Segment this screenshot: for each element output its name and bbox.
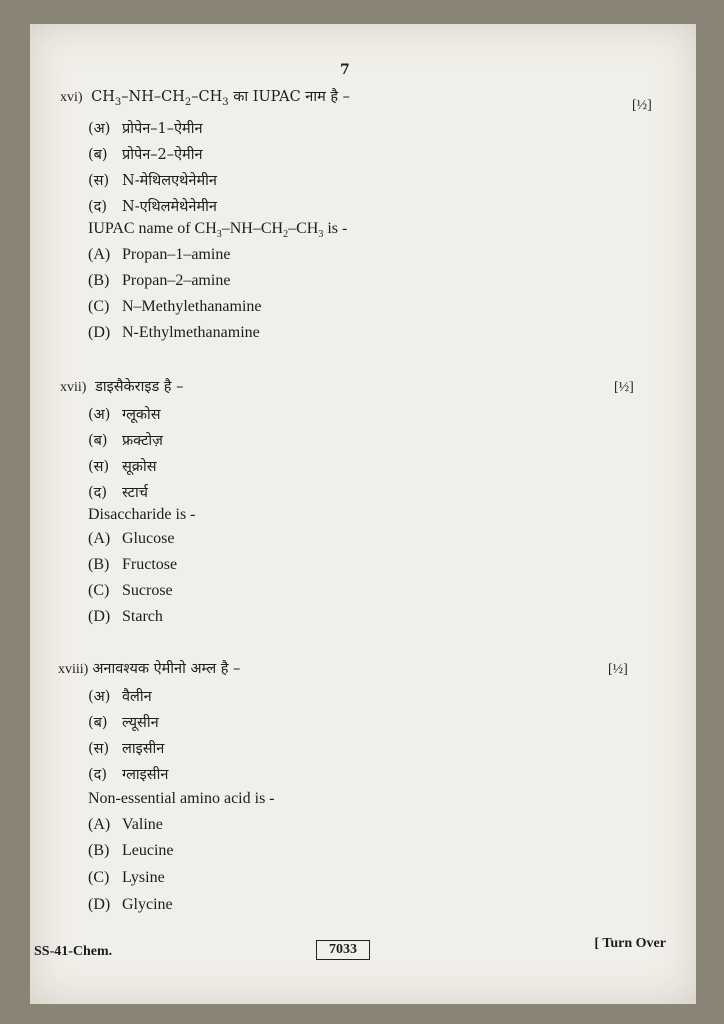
page-number: 7 xyxy=(340,62,350,78)
question-stem-hindi: xvi) $CH_3-NH-CH_2-CH_3$ का IUPAC नाम है – xyxy=(60,89,350,108)
option-english: (C) Sucrose xyxy=(88,582,173,599)
chemical-formula: $CH_3-NH-CH_2-CH_3$ xyxy=(91,89,229,108)
question-xviii xyxy=(58,658,240,678)
question-xvi xyxy=(60,86,350,108)
option-english: (D) Starch xyxy=(88,608,163,625)
option-hindi: (स) N-मेथिलएथेनेमीन xyxy=(88,173,217,189)
option-english: (A) Propan–1–amine xyxy=(88,246,231,263)
question-stem-english: Non-essential amino acid is - xyxy=(88,790,275,807)
question-number: xvii) xyxy=(60,380,87,395)
paper-code: SS-41-Chem. xyxy=(34,944,113,959)
question-stem-hindi: xviii) अनावश्यक ऐमीनो अम्ल है – xyxy=(58,661,241,677)
question-stem-english: IUPAC name of $CH_3-NH-CH_2-CH_3$ is - xyxy=(88,220,348,241)
bleed-through xyxy=(510,90,514,104)
option-hindi: (द) N-एथिलमेथेनेमीन xyxy=(88,199,217,215)
option-english: (A) Valine xyxy=(88,816,163,833)
question-xvii xyxy=(60,376,183,396)
option-hindi: (ब) प्रोपेन–2–ऐमीन xyxy=(88,147,203,163)
turn-over-label: [ Turn Over xyxy=(594,936,666,951)
exam-page xyxy=(30,24,696,1004)
option-english: (D) N-Ethylmethanamine xyxy=(88,324,260,341)
option-hindi: (अ) वैलीन xyxy=(88,689,152,705)
option-hindi: (अ) प्रोपेन–1–ऐमीन xyxy=(88,121,203,137)
marks-label: [½] xyxy=(614,380,634,395)
option-hindi: (स) सूक्रोस xyxy=(88,459,157,475)
option-hindi: (ब) ल्यूसीन xyxy=(88,715,159,731)
option-english: (B) Fructose xyxy=(88,556,178,573)
marks-label: [½] xyxy=(608,662,628,677)
chemical-formula: $CH_3-NH-CH_2-CH_3$ xyxy=(194,220,324,241)
question-stem-hindi: xvii) डाइसैकेराइड है – xyxy=(60,379,184,395)
option-hindi: (स) लाइसीन xyxy=(88,741,165,757)
option-hindi: (ब) फ्रक्टोज़ xyxy=(88,433,163,449)
question-stem-english: Disaccharide is - xyxy=(88,506,196,523)
page-code-box: 7033 xyxy=(316,940,370,960)
option-english: (B) Propan–2–amine xyxy=(88,272,231,289)
option-english: (C) N–Methylethanamine xyxy=(88,298,262,315)
option-hindi: (द) ग्लाइसीन xyxy=(88,767,169,783)
marks-label: [½] xyxy=(632,98,652,113)
question-number: xviii) xyxy=(58,662,89,677)
option-hindi: (द) स्टार्च xyxy=(88,485,148,501)
option-english: (C) Lysine xyxy=(88,869,165,886)
option-english: (A) Glucose xyxy=(88,530,175,547)
question-number: xvi) xyxy=(60,90,83,105)
option-english: (D) Glycine xyxy=(88,896,173,913)
option-hindi: (अ) ग्लूकोस xyxy=(88,407,161,423)
option-english: (B) Leucine xyxy=(88,842,174,859)
